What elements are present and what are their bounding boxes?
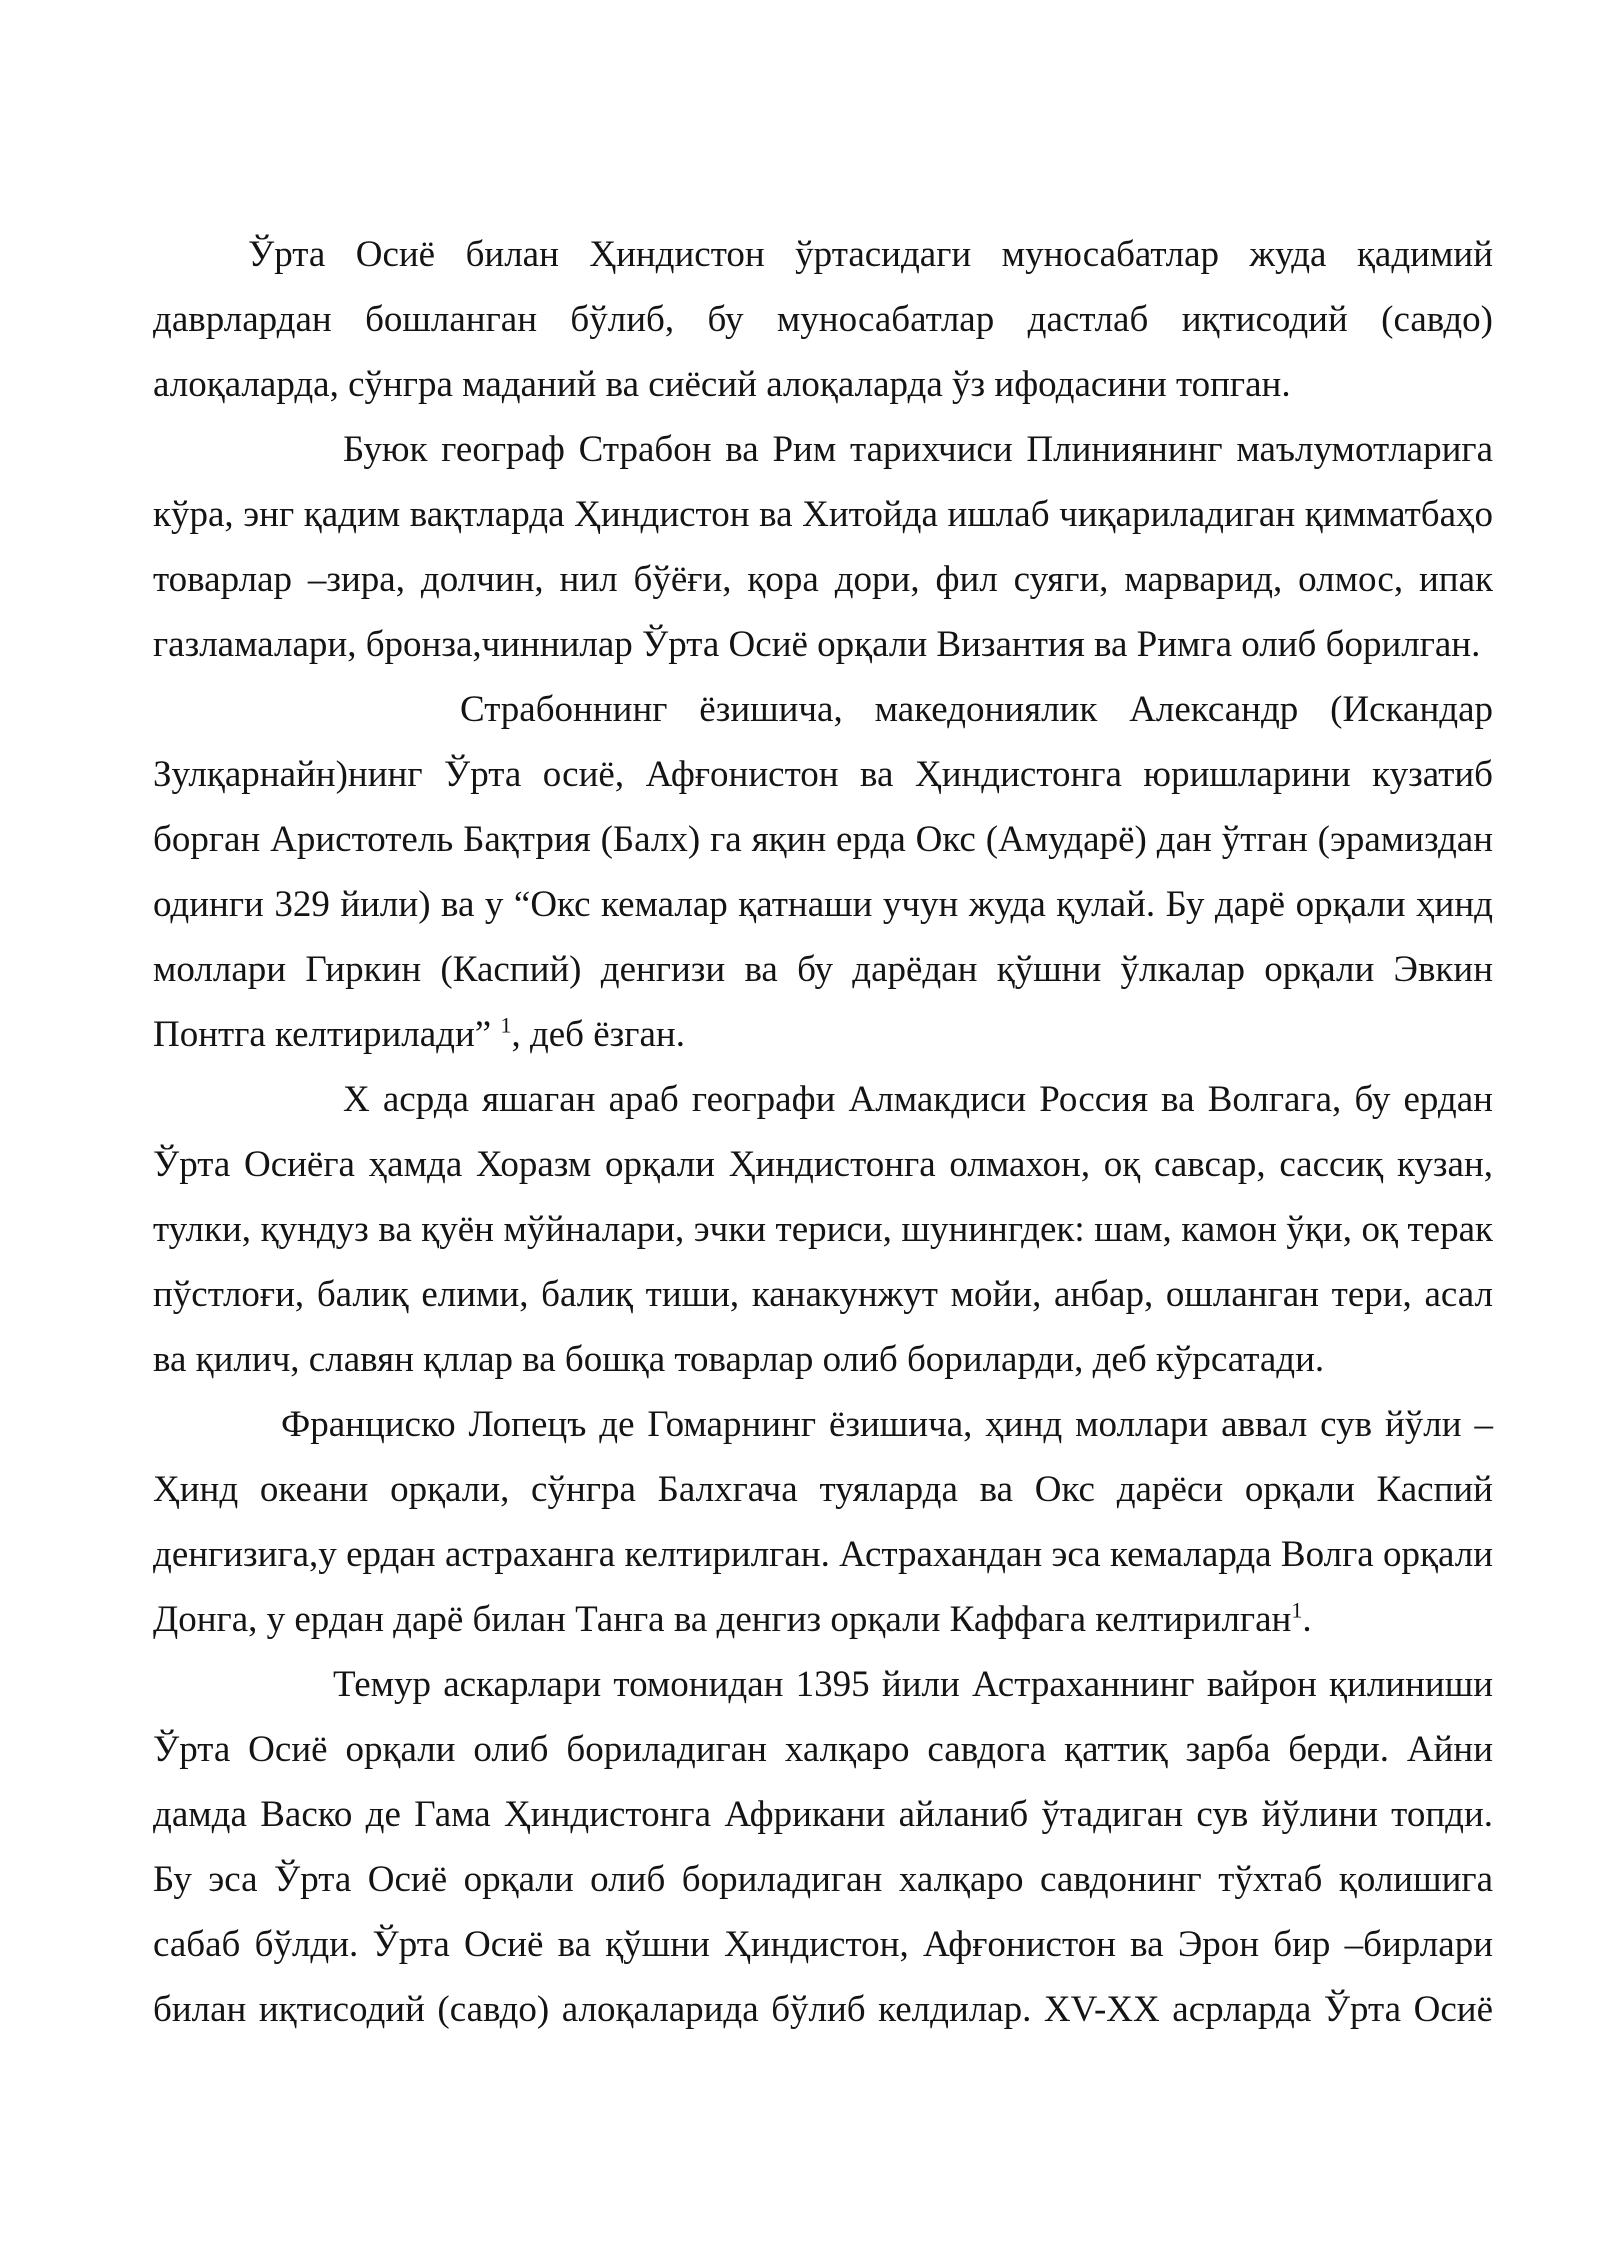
paragraph-6-text: Темур аскарлари томонидан 1395 йили Астраханнинг вайрон қилиниши Ўрта Осиё орқали олиб бориладиган халқаро савдога қаттиқ зарба берди. Айни дамда Васко де Гама Ҳиндистонга Африкани айланиб ўтадиган сув йўлини топди. Бу эса Ўрта Осиё орқали олиб бориладиган халқаро савдонинг тўхтаб қолишига сабаб бўлди. Ўрта Осиё ва қўшни Ҳиндистон, Афғонистон ва Эрон бир –бирлари билан иқтисодий (савдо) алоқаларида бўлиб келдилар. XV-XX асрларда Ўрта Осиё (153, 1664, 1493, 2030)
paragraph-5 (153, 1392, 1493, 1652)
document-body (153, 222, 1493, 2042)
paragraph-3-text: Страбоннинг ёзишича, македониялик Александр (Искандар Зулқарнайн)нинг Ўрта осиё, Афғонистон ва Ҳиндистонга юришларини кузатиб борган Аристотель Бақтрия (Балх) га яқин ерда Окс (Амударё) дан ўтган (эрамиздан одинги 329 йили) ва у “Окс кемалар қатнаши учун жуда қулай. Бу дарё орқали ҳинд моллари Гиркин (Каспий) денгизи ва бу дарёдан қўшни ўлкалар орқали Эвкин Понтга келтирилади” (153, 689, 1493, 1055)
footnote-reference[interactable]: 1 (500, 1012, 512, 1038)
paragraph-2 (153, 417, 1493, 677)
paragraph-4-text: X асрда яшаган араб географи Алмакдиси Россия ва Волгага, бу ердан Ўрта Осиёга ҳамда Хоразм орқали Ҳиндистонга олмахон, оқ савсар, сассиқ кузан, тулки, қундуз ва қуён мўйналари, эчки териси, шунингдек: шам, камон ўқи, оқ терак пўстлоғи, балиқ елими, балиқ тиши, канакунжут мойи, анбар, ошланган тери, асал ва қилич, славян қллар ва бошқа товарлар олиб бориларди, деб кўрсатади. (153, 1079, 1493, 1380)
paragraph-6 (153, 1652, 1493, 2042)
paragraph-5-text-after: . (1302, 1599, 1312, 1640)
paragraph-3-text-after: , деб ёзган. (511, 1014, 685, 1055)
paragraph-3 (153, 677, 1493, 1067)
footnote-reference[interactable]: 1 (1291, 1597, 1303, 1623)
paragraph-4 (153, 1067, 1493, 1392)
paragraph-5-text: Франциско Лопецъ де Гомарнинг ёзишича, ҳинд моллари аввал сув йўли – Ҳинд океани орқали, сўнгра Балхгача туяларда ва Окс дарёси орқали Каспий денгизига,у ердан астраханга келтирилган. Астрахандан эса кемаларда Волга орқали Донга, у ердан дарё билан Танга ва денгиз орқали Каффага келтирилган (153, 1404, 1493, 1640)
paragraph-2-text: Буюк географ Страбон ва Рим тарихчиси Плиниянинг маълумотларига кўра, энг қадим вақтларда Ҳиндистон ва Хитойда ишлаб чиқариладиган қимматбаҳо товарлар –зира, долчин, нил бўёғи, қора дори, фил суяги, марварид, олмос, ипак газламалари, бронза,чиннилар Ўрта Осиё орқали Византия ва Римга олиб борилган. (153, 429, 1493, 665)
paragraph-1-text: Ўрта Осиё билан Ҳиндистон ўртасидаги муносабатлар жуда қадимий даврлардан бошланган бўлиб, бу муносабатлар дастлаб иқтисодий (савдо) алоқаларда, сўнгра маданий ва сиёсий алоқаларда ўз ифодасини топган. (153, 234, 1493, 405)
paragraph-1 (153, 222, 1493, 417)
